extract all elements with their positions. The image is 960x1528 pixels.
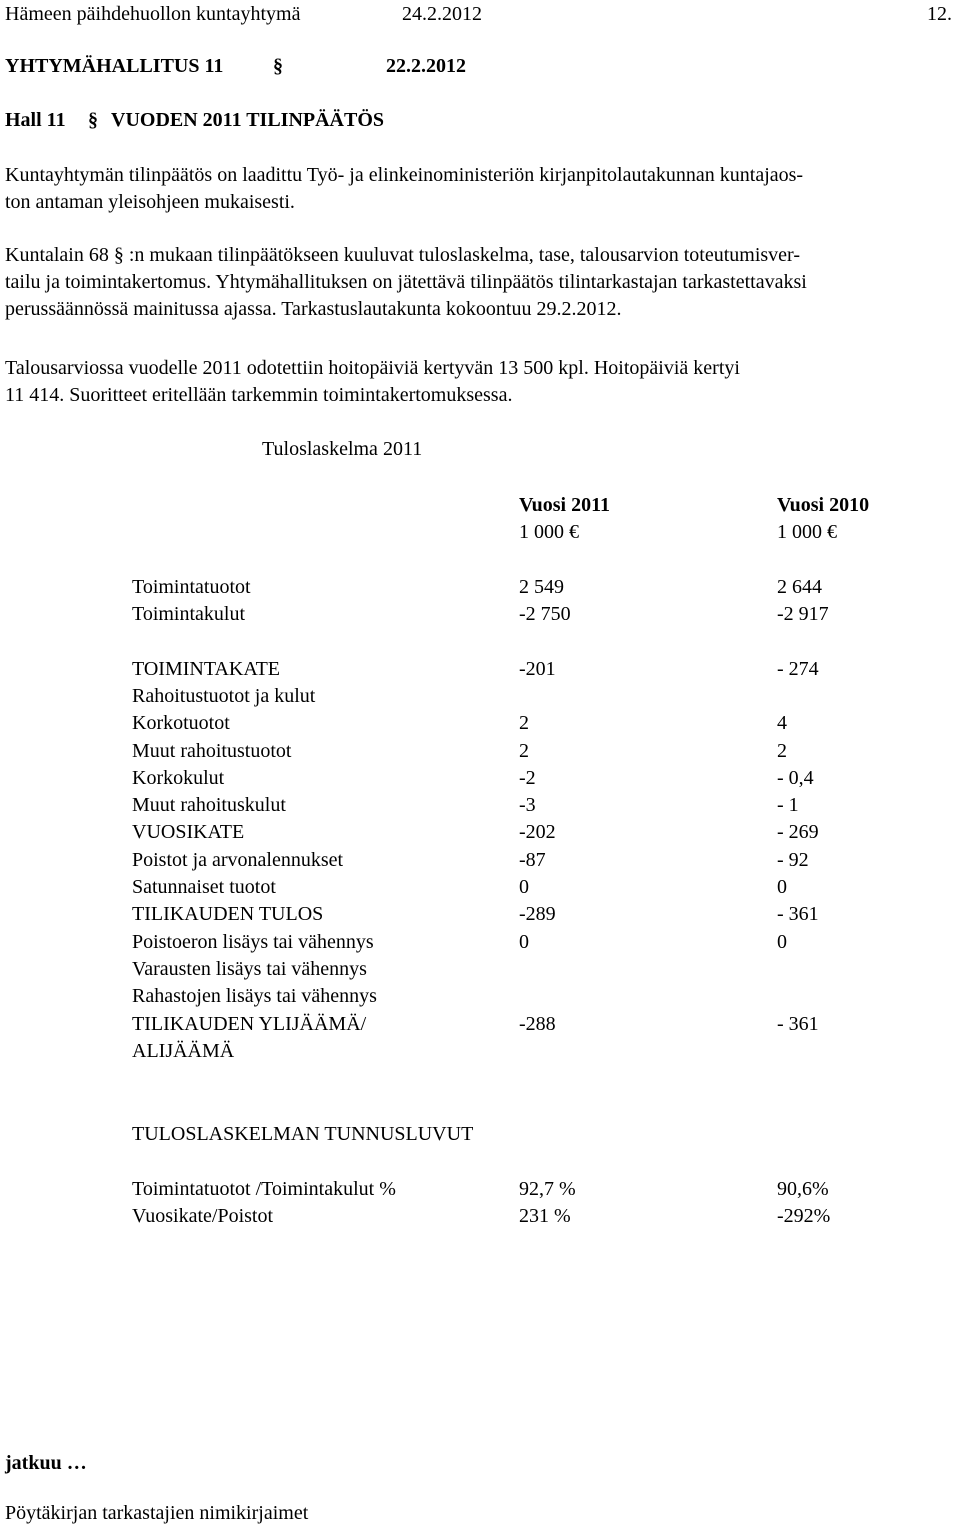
value-2010: 4 bbox=[777, 712, 787, 734]
row-label: Toimintakulut bbox=[132, 603, 246, 625]
income-statement-title: Tuloslaskelma 2011 bbox=[262, 438, 423, 460]
column-unit-2010: 1 000 € bbox=[777, 521, 837, 543]
column-unit-2011: 1 000 € bbox=[519, 521, 579, 543]
table-row bbox=[0, 874, 960, 901]
paragraph-intro bbox=[5, 162, 955, 216]
row-label: Poistoeron lisäys tai vähennys bbox=[132, 931, 374, 953]
value-2011: 0 bbox=[519, 931, 529, 953]
row-label: Toimintatuotot /Toimintakulut % bbox=[132, 1178, 396, 1200]
row-label: TOIMINTAKATE bbox=[132, 658, 281, 680]
value-2011: -87 bbox=[519, 849, 546, 871]
item-section-sign: § bbox=[88, 109, 98, 131]
row-label: Rahoitustuotot ja kulut bbox=[132, 685, 316, 707]
value-2010: 90,6% bbox=[777, 1178, 829, 1200]
paragraph-line: tailu ja toimintakertomus. Yhtymähallituksen on jätettävä tilinpäätös tilintarkastajan tarkastettavaksi bbox=[5, 271, 807, 293]
value-2011: 2 bbox=[519, 740, 529, 762]
row-label: Satunnaiset tuotot bbox=[132, 876, 276, 898]
value-2010: - 361 bbox=[777, 903, 819, 925]
value-2010: 2 bbox=[777, 740, 787, 762]
row-label: Rahastojen lisäys tai vähennys bbox=[132, 985, 377, 1007]
value-2010: - 274 bbox=[777, 658, 819, 680]
value-2011: 2 bbox=[519, 712, 529, 734]
row-label: Korkotuotot bbox=[132, 712, 230, 734]
value-2010: - 269 bbox=[777, 821, 819, 843]
table-row bbox=[0, 819, 960, 846]
table-row bbox=[0, 710, 960, 737]
key-figures-title: TULOSLASKELMAN TUNNUSLUVUT bbox=[132, 1123, 474, 1145]
value-2011: -2 750 bbox=[519, 603, 571, 625]
value-2011: -289 bbox=[519, 903, 556, 925]
row-label: ALIJÄÄMÄ bbox=[132, 1040, 235, 1062]
table-row bbox=[0, 765, 960, 792]
meeting-date: 22.2.2012 bbox=[386, 55, 466, 77]
table-row bbox=[0, 601, 960, 628]
table-row bbox=[0, 1038, 960, 1065]
value-2011: -202 bbox=[519, 821, 556, 843]
value-2010: - 1 bbox=[777, 794, 799, 816]
row-label: Toimintatuotot bbox=[132, 576, 251, 598]
meeting-body: YHTYMÄHALLITUS 11 bbox=[5, 55, 224, 77]
table-row bbox=[0, 1011, 960, 1038]
paragraph-line: perussäännössä mainitussa ajassa. Tarkastuslautakunta kokoontuu 29.2.2012. bbox=[5, 298, 622, 320]
table-row bbox=[0, 656, 960, 683]
table-row bbox=[0, 738, 960, 765]
table-row bbox=[0, 1176, 960, 1203]
table-row bbox=[0, 956, 960, 983]
column-header-2011: Vuosi 2011 bbox=[519, 494, 610, 516]
column-header-2010: Vuosi 2010 bbox=[777, 494, 870, 516]
value-2010: - 0,4 bbox=[777, 767, 814, 789]
paragraph-line: Kuntayhtymän tilinpäätös on laadittu Työ- ja elinkeinoministeriön kirjanpitolautakunnan kuntajaos- bbox=[5, 164, 804, 186]
row-label: Varausten lisäys tai vähennys bbox=[132, 958, 367, 980]
table-row bbox=[0, 1203, 960, 1230]
row-label: Muut rahoitustuotot bbox=[132, 740, 292, 762]
value-2011: -201 bbox=[519, 658, 556, 680]
row-label: VUOSIKATE bbox=[132, 821, 245, 843]
paragraph-line: 11 414. Suoritteet eritellään tarkemmin toimintakertomuksessa. bbox=[5, 384, 513, 406]
table-row bbox=[0, 683, 960, 710]
value-2011: 92,7 % bbox=[519, 1178, 576, 1200]
row-label: TILIKAUDEN YLIJÄÄMÄ/ bbox=[132, 1013, 367, 1035]
value-2011: 0 bbox=[519, 876, 529, 898]
document-date: 24.2.2012 bbox=[402, 3, 482, 25]
value-2010: -2 917 bbox=[777, 603, 829, 625]
row-label: TILIKAUDEN TULOS bbox=[132, 903, 324, 925]
table-row bbox=[0, 574, 960, 601]
paragraph-line: ton antaman yleisohjeen mukaisesti. bbox=[5, 191, 295, 213]
value-2010: - 361 bbox=[777, 1013, 819, 1035]
table-row bbox=[0, 847, 960, 874]
table-row bbox=[0, 983, 960, 1010]
item-title: VUODEN 2011 TILINPÄÄTÖS bbox=[111, 109, 385, 131]
paragraph-line: Kuntalain 68 § :n mukaan tilinpäätökseen kuuluvat tuloslaskelma, tase, talousarvion toteutumisver- bbox=[5, 244, 800, 266]
value-2010: - 92 bbox=[777, 849, 809, 871]
value-2011: 231 % bbox=[519, 1205, 571, 1227]
row-label: Korkokulut bbox=[132, 767, 225, 789]
continues-note: jatkuu … bbox=[5, 1452, 87, 1474]
signature-line: Pöytäkirjan tarkastajien nimikirjaimet bbox=[5, 1502, 309, 1524]
section-sign: § bbox=[273, 55, 283, 77]
value-2010: 2 644 bbox=[777, 576, 822, 598]
paragraph-budget bbox=[5, 355, 955, 409]
paragraph-law bbox=[5, 242, 955, 323]
row-label: Muut rahoituskulut bbox=[132, 794, 286, 816]
paragraph-line: Talousarviossa vuodelle 2011 odotettiin hoitopäiviä kertyvän 13 500 kpl. Hoitopäiviä kertyi bbox=[5, 357, 740, 379]
value-2011: -2 bbox=[519, 767, 536, 789]
value-2010: -292% bbox=[777, 1205, 831, 1227]
value-2010: 0 bbox=[777, 876, 787, 898]
table-row bbox=[0, 929, 960, 956]
value-2011: -3 bbox=[519, 794, 536, 816]
organization-name: Hämeen päihdehuollon kuntayhtymä bbox=[5, 3, 301, 25]
row-label: Vuosikate/Poistot bbox=[132, 1205, 274, 1227]
page-number: 12. bbox=[927, 3, 952, 25]
value-2011: -288 bbox=[519, 1013, 556, 1035]
value-2011: 2 549 bbox=[519, 576, 564, 598]
table-row bbox=[0, 792, 960, 819]
item-number: Hall 11 bbox=[5, 109, 66, 131]
row-label: Poistot ja arvonalennukset bbox=[132, 849, 344, 871]
value-2010: 0 bbox=[777, 931, 787, 953]
table-row bbox=[0, 901, 960, 928]
